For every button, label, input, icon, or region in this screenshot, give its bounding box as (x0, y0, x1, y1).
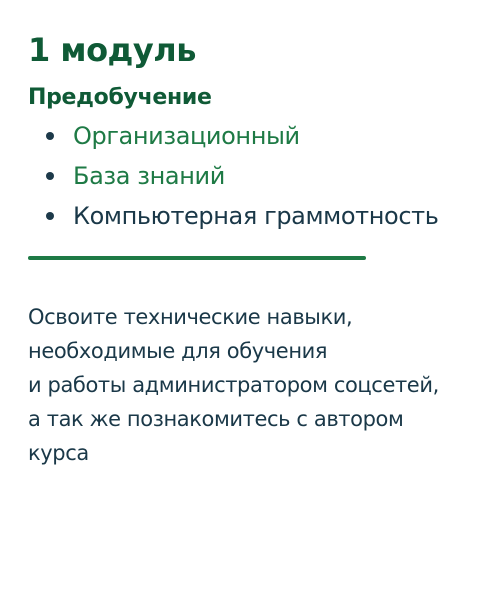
topic-label: База знаний (73, 162, 225, 190)
description-line: Освоите технические навыки, (28, 305, 353, 329)
section-divider (28, 256, 366, 260)
bullet-icon (46, 212, 54, 220)
topic-item-knowledge-base (28, 156, 500, 196)
topic-item-computer-literacy (28, 196, 500, 236)
topic-list (28, 116, 500, 236)
topic-item-organizational (28, 116, 500, 156)
section-heading: Предобучение (28, 85, 212, 110)
description-line: и работы администратором соцсетей, (28, 373, 439, 397)
topic-label: Организационный (73, 122, 300, 150)
bullet-icon (46, 132, 54, 140)
module-title: 1 модуль (28, 31, 196, 69)
topic-label: Компьютерная граммотность (73, 202, 439, 230)
module-description (28, 300, 488, 470)
bullet-icon (46, 172, 54, 180)
description-line: курса (28, 441, 89, 465)
description-line: необходимые для обучения (28, 339, 328, 363)
description-line: а так же познакомитесь с автором (28, 407, 404, 431)
